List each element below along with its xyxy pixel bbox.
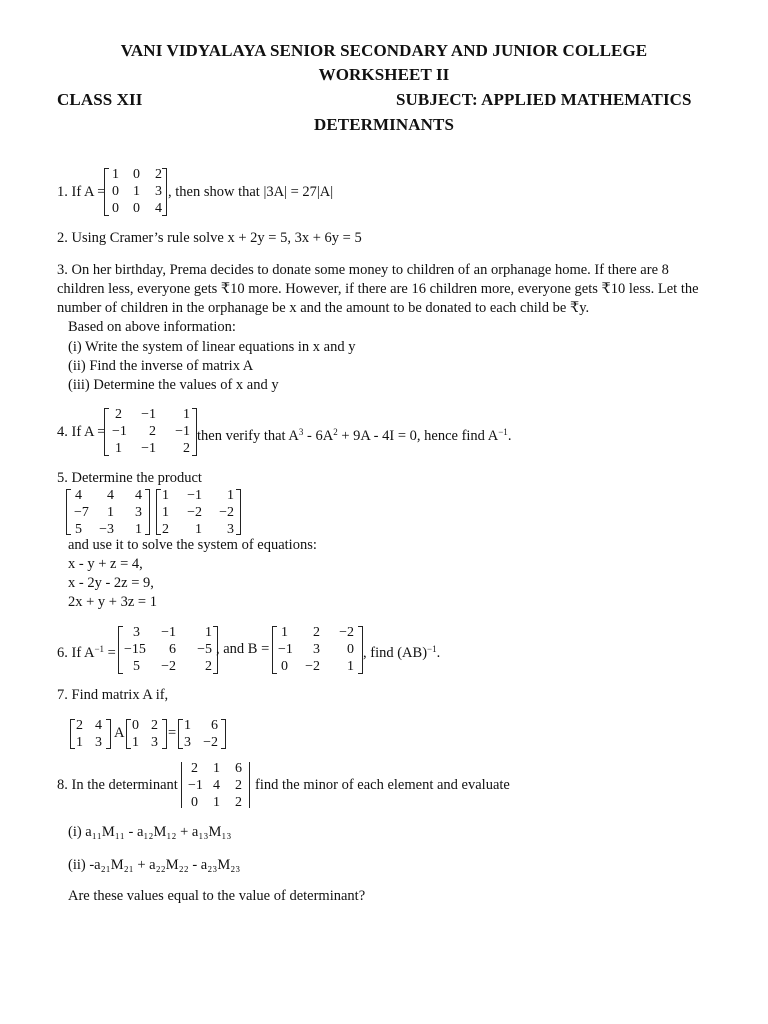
q5-m2-right-bracket <box>236 489 241 535</box>
q5-eq1: x - y + z = 4, <box>68 556 143 572</box>
q1-prefix: 1. If A = <box>57 184 106 200</box>
class-label: CLASS XII <box>57 90 143 109</box>
matrix-cell: 5 <box>75 522 82 537</box>
topic-title: DETERMINANTS <box>313 115 455 134</box>
matrix-cell: 5 <box>133 659 140 674</box>
matrix-cell: 0 <box>132 718 139 733</box>
q6-suffix: , find (AB)$^{-1}$. <box>363 644 441 661</box>
matrix-cell: 4 <box>213 778 220 793</box>
matrix-cell: 1 <box>213 795 220 810</box>
q8-determinant <box>182 760 248 811</box>
matrix-cell: −5 <box>197 642 212 657</box>
matrix-cell: 2 <box>313 625 320 640</box>
matrix-cell: 3 <box>155 184 162 199</box>
matrix-cell: 2 <box>191 761 198 776</box>
matrix-cell: −7 <box>74 505 89 520</box>
q5-eq2: x - 2y - 2z = 9, <box>68 575 154 591</box>
matrix-cell: 1 <box>133 184 140 199</box>
matrix-cell: 6 <box>169 642 176 657</box>
q4-prefix: 4. If A = <box>57 424 106 440</box>
matrix-cell: −1 <box>278 642 293 657</box>
matrix-cell: 4 <box>135 488 142 503</box>
q1-suffix: , then show that |3A| = 27|A| <box>168 184 334 200</box>
matrix-cell: −2 <box>219 505 234 520</box>
q5-title: 5. Determine the product <box>57 470 202 486</box>
matrix-cell: −2 <box>305 659 320 674</box>
matrix-cell: 1 <box>183 407 190 422</box>
matrix-cell: 0 <box>347 642 354 657</box>
q7-m3-right-bracket <box>221 719 226 749</box>
matrix-cell: 2 <box>149 424 156 439</box>
q7-matrix-1 <box>70 717 108 751</box>
matrix-cell: −2 <box>161 659 176 674</box>
matrix-cell: 1 <box>107 505 114 520</box>
q3-line3: number of children in the orphanage be x and the amount to be donated to each child be ₹y. <box>57 300 590 316</box>
q5-eq3: 2x + y + 3z = 1 <box>68 594 157 610</box>
q7-matrix-2 <box>126 717 164 751</box>
matrix-cell: 6 <box>211 718 218 733</box>
matrix-cell: 1 <box>112 167 119 182</box>
q7-m1-right-bracket <box>106 719 111 749</box>
matrix-cell: 3 <box>313 642 320 657</box>
matrix-cell: 0 <box>281 659 288 674</box>
matrix-cell: −1 <box>112 424 127 439</box>
q8-prefix: 8. In the determinant <box>57 777 178 793</box>
matrix-cell: 2 <box>115 407 122 422</box>
matrix-cell: 3 <box>151 735 158 750</box>
matrix-cell: −3 <box>99 522 114 537</box>
q6-matrix-2 <box>272 624 360 675</box>
matrix-cell: −15 <box>124 642 146 657</box>
matrix-cell: 0 <box>133 201 140 216</box>
q5-matrix-1 <box>68 487 148 538</box>
matrix-cell: 2 <box>151 718 158 733</box>
q6-matrix-1 <box>118 624 218 675</box>
q3-line2: children less, everyone gets ₹10 more. However, if there are 16 children more, everyone gets ₹10 less. Let the <box>57 281 699 297</box>
q7-matrix-a-label: A <box>114 725 125 741</box>
matrix-cell: 1 <box>195 522 202 537</box>
matrix-cell: −1 <box>141 407 156 422</box>
q5-m1-right-bracket <box>145 489 150 535</box>
q6-prefix: 6. If $A^{-1}$ = <box>57 644 116 661</box>
q3-part-iii: (iii) Determine the values of x and y <box>68 377 279 393</box>
matrix-cell: 1 <box>162 505 169 520</box>
q3-part-i: (i) Write the system of linear equations in x and y <box>68 339 356 355</box>
matrix-cell: −2 <box>203 735 218 750</box>
matrix-cell: −1 <box>175 424 190 439</box>
q6-mid: , and B = <box>216 641 270 657</box>
q7-m2-right-bracket <box>162 719 167 749</box>
matrix-cell: 1 <box>184 718 191 733</box>
matrix-cell: 0 <box>112 184 119 199</box>
matrix-cell: 1 <box>205 625 212 640</box>
q5-matrix-2 <box>156 487 240 538</box>
q7-equals: = <box>168 725 177 741</box>
matrix-cell: 3 <box>135 505 142 520</box>
matrix-cell: 1 <box>76 735 83 750</box>
q2-text: 2. Using Cramer’s rule solve x + 2y = 5, 3x + 6y = 5 <box>57 230 362 246</box>
matrix-cell: 4 <box>155 201 162 216</box>
matrix-cell: 1 <box>213 761 220 776</box>
matrix-cell: −2 <box>187 505 202 520</box>
matrix-cell: 1 <box>281 625 288 640</box>
matrix-cell: 1 <box>132 735 139 750</box>
matrix-cell: 1 <box>347 659 354 674</box>
matrix-cell: 1 <box>115 441 122 456</box>
matrix-cell: 2 <box>162 522 169 537</box>
matrix-cell: −1 <box>188 778 203 793</box>
matrix-cell: 3 <box>133 625 140 640</box>
matrix-cell: 3 <box>184 735 191 750</box>
matrix-cell: 2 <box>183 441 190 456</box>
matrix-cell: 1 <box>227 488 234 503</box>
subject-label: SUBJECT: APPLIED MATHEMATICS <box>396 90 692 109</box>
matrix-cell: 2 <box>235 778 242 793</box>
matrix-cell: 3 <box>227 522 234 537</box>
q3-line1: 3. On her birthday, Prema decides to donate some money to children of an orphanage home. If there are 8 <box>57 262 669 278</box>
matrix-cell: 0 <box>191 795 198 810</box>
matrix-cell: 2 <box>205 659 212 674</box>
matrix-cell: 2 <box>155 167 162 182</box>
matrix-cell: −2 <box>339 625 354 640</box>
matrix-cell: 1 <box>162 488 169 503</box>
matrix-cell: 4 <box>107 488 114 503</box>
matrix-cell: −1 <box>141 441 156 456</box>
q1-matrix <box>106 166 168 217</box>
matrix-cell: 0 <box>112 201 119 216</box>
q8-det-right-bar <box>249 762 250 808</box>
matrix-cell: 2 <box>235 795 242 810</box>
matrix-cell: −1 <box>161 625 176 640</box>
matrix-cell: 0 <box>133 167 140 182</box>
worksheet-title: WORKSHEET II <box>318 65 450 84</box>
matrix-cell: −1 <box>187 488 202 503</box>
q7-matrix-3 <box>178 717 224 751</box>
matrix-cell: 3 <box>95 735 102 750</box>
matrix-cell: 4 <box>95 718 102 733</box>
matrix-cell: 4 <box>75 488 82 503</box>
matrix-cell: 2 <box>76 718 83 733</box>
matrix-cell: 1 <box>135 522 142 537</box>
q8-suffix: find the minor of each element and evaluate <box>255 777 510 793</box>
matrix-cell: 6 <box>235 761 242 776</box>
q4-matrix <box>106 406 196 457</box>
q5-use: and use it to solve the system of equations: <box>68 537 317 553</box>
q3-based: Based on above information: <box>68 319 236 335</box>
q7-title: 7. Find matrix A if, <box>57 687 169 703</box>
q8-question: Are these values equal to the value of determinant? <box>68 888 366 904</box>
q8-part-i: (i) a₁₁M₁₁ - a₁₂M₁₂ + a₁₃M₁₃ <box>68 824 232 840</box>
school-title: VANI VIDYALAYA SENIOR SECONDARY AND JUNIOR COLLEGE <box>120 41 648 60</box>
q4-text: then verify that $A^3 - 6A^2 + 9A - 4I = 0$, hence find $A^{-1}$. <box>197 427 512 444</box>
q3-part-ii: (ii) Find the inverse of matrix A <box>68 358 254 374</box>
q1-matrix-right-bracket <box>162 168 167 216</box>
q8-part-ii: (ii) -a₂₁M₂₁ + a₂₂M₂₂ - a₂₃M₂₃ <box>68 857 241 873</box>
